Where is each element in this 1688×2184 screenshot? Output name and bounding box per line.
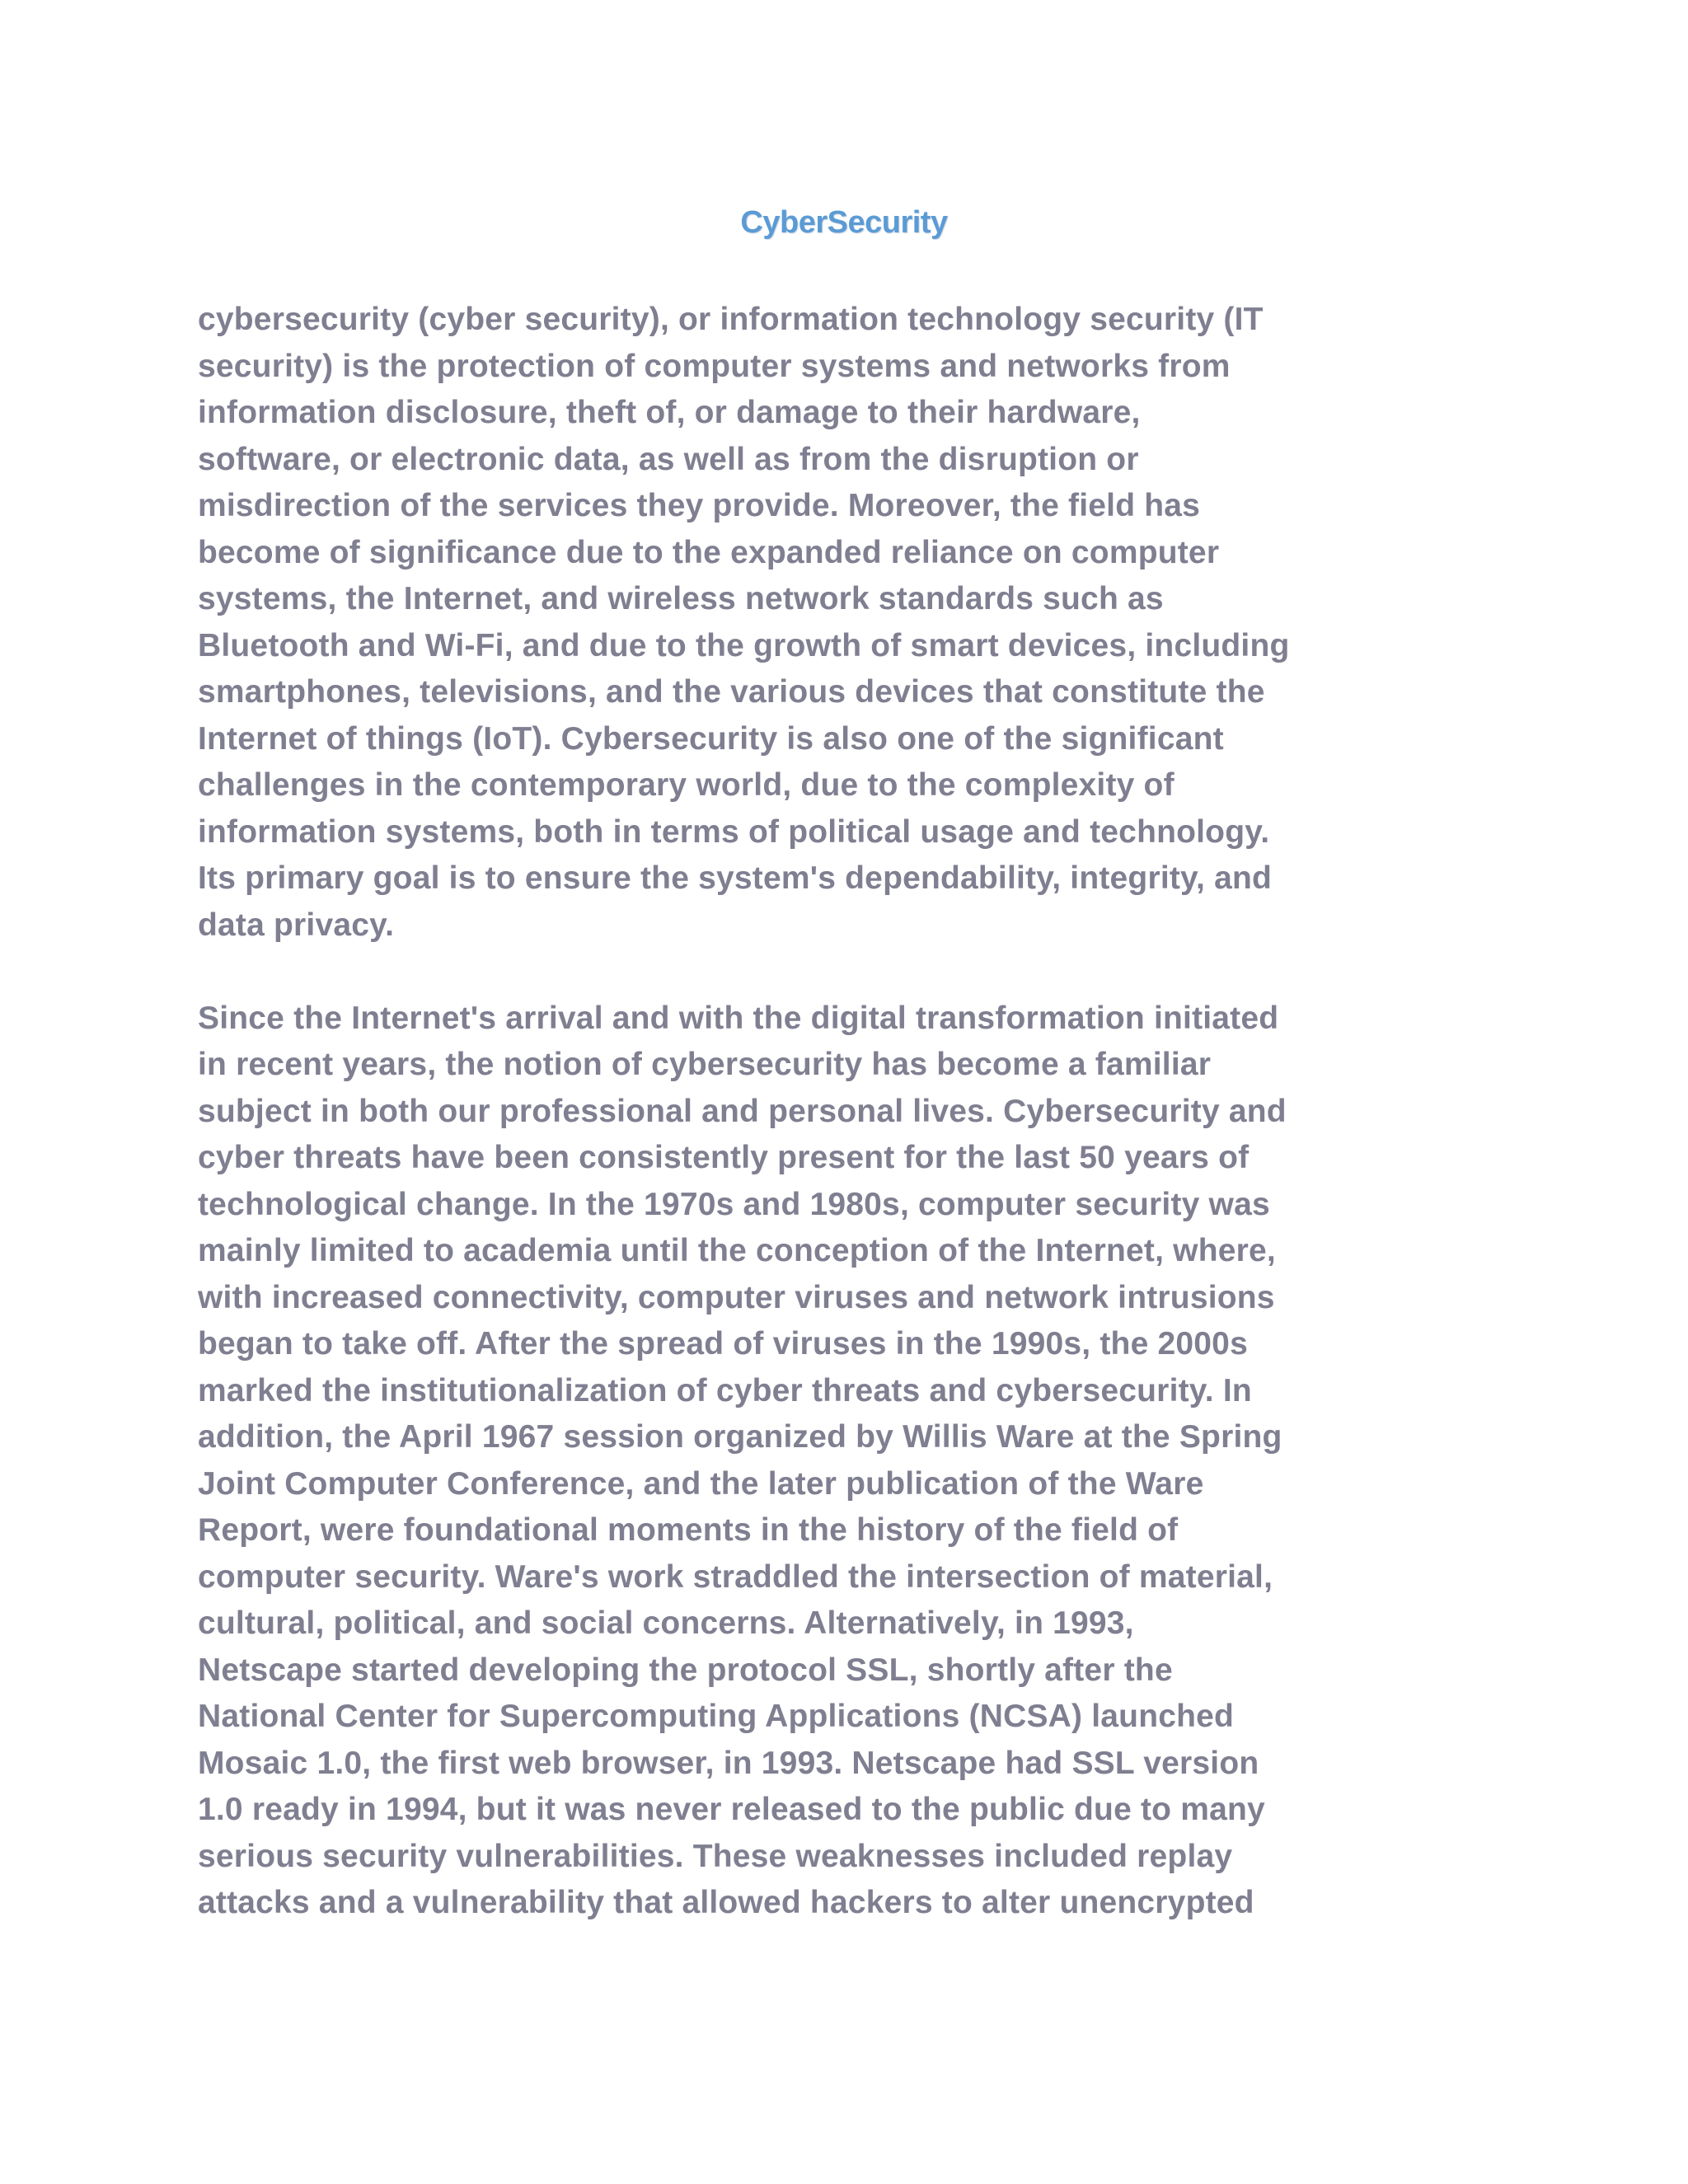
text-line: security) is the protection of computer systems and networks from	[198, 348, 1231, 384]
text-line: computer security. Ware's work straddled the intersection of material,	[198, 1558, 1273, 1595]
text-line: Mosaic 1.0, the first web browser, in 1993. Netscape had SSL version	[198, 1745, 1259, 1781]
text-line: software, or electronic data, as well as from the disruption or	[198, 441, 1139, 477]
text-line: 1.0 ready in 1994, but it was never released to the public due to many	[198, 1792, 1265, 1827]
text-line: smartphones, televisions, and the various devices that constitute the	[198, 674, 1265, 710]
text-line: Since the Internet's arrival and with the digital transformation initiated	[198, 1000, 1279, 1036]
text-line: systems, the Internet, and wireless network standards such as	[198, 581, 1164, 616]
text-line: in recent years, the notion of cybersecurity has become a familiar	[198, 1047, 1212, 1082]
text-line: information systems, both in terms of political usage and technology.	[198, 813, 1270, 850]
text-line: marked the institutionalization of cyber threats and cybersecurity. In	[198, 1372, 1252, 1408]
text-line: become of significance due to the expanded reliance on computer	[198, 534, 1220, 570]
text-line: information disclosure, theft of, or damage to their hardware,	[198, 395, 1141, 430]
text-line: Its primary goal is to ensure the system's dependability, integrity, and	[198, 860, 1273, 896]
document-title: CyberSecurity	[740, 205, 948, 240]
text-line: National Center for Supercomputing Applications (NCSA) launched	[198, 1699, 1235, 1734]
text-line: Joint Computer Conference, and the later publication of the Ware	[198, 1465, 1204, 1502]
text-line: cybersecurity (cyber security), or information technology security (IT	[198, 302, 1264, 337]
text-line: attacks and a vulnerability that allowed hackers to alter unencrypted	[198, 1885, 1254, 1920]
text-line: serious security vulnerabilities. These weaknesses included replay	[198, 1838, 1233, 1874]
paragraph-1	[198, 297, 1500, 949]
text-line: subject in both our professional and personal lives. Cybersecurity and	[198, 1093, 1287, 1129]
text-line: Netscape started developing the protocol SSL, shortly after the	[198, 1652, 1173, 1688]
text-line: technological change. In the 1970s and 1980s, computer security was	[198, 1186, 1270, 1222]
text-line: cultural, political, and social concerns. Alternatively, in 1993,	[198, 1605, 1134, 1641]
text-line: Internet of things (IoT). Cybersecurity is also one of the significant	[198, 720, 1224, 757]
text-line: data privacy.	[198, 907, 395, 943]
text-line: addition, the April 1967 session organized by Willis Ware at the Spring	[198, 1419, 1282, 1455]
text-line: began to take off. After the spread of viruses in the 1990s, the 2000s	[198, 1326, 1248, 1361]
text-line: mainly limited to academia until the conception of the Internet, where,	[198, 1233, 1276, 1268]
text-line: challenges in the contemporary world, due to the complexity of	[198, 767, 1175, 803]
document-body	[198, 297, 1500, 1927]
text-line: Report, were foundational moments in the history of the field of	[198, 1512, 1179, 1548]
text-line: with increased connectivity, computer viruses and network intrusions	[198, 1279, 1275, 1315]
text-line: cyber threats have been consistently present for the last 50 years of	[198, 1140, 1250, 1175]
paragraph-2	[198, 996, 1500, 1927]
text-line: misdirection of the services they provide. Moreover, the field has	[198, 488, 1201, 523]
text-line: Bluetooth and Wi-Fi, and due to the growth of smart devices, including	[198, 627, 1290, 663]
